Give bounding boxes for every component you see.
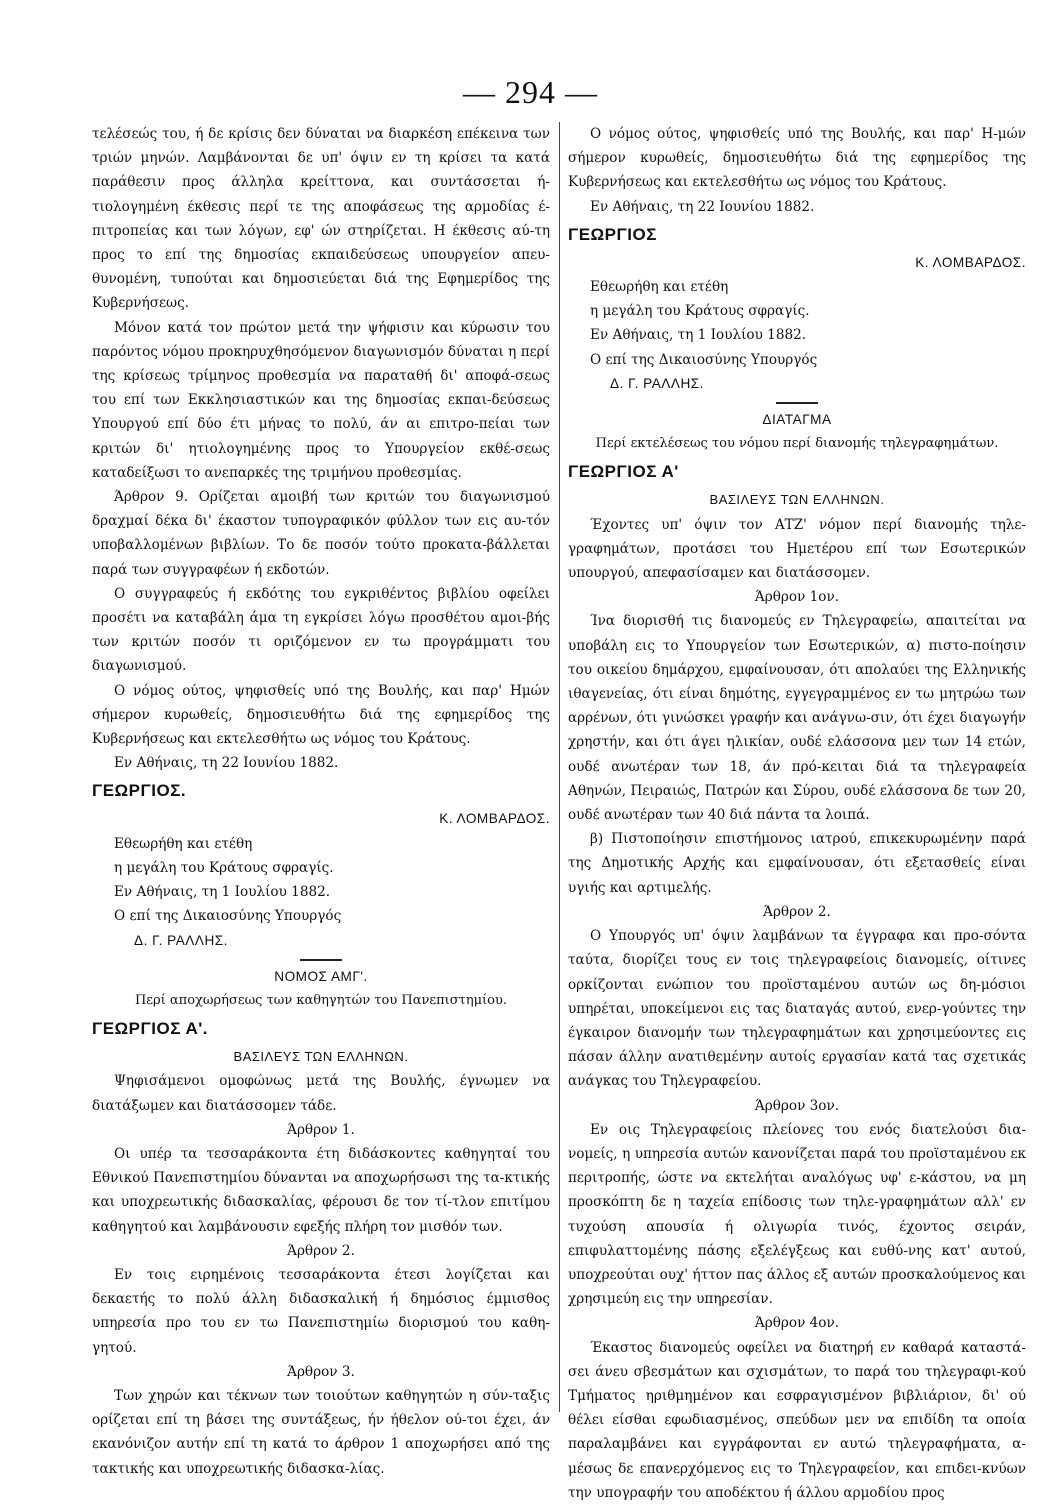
seal-note: Εθεωρήθη και ετέθη: [590, 279, 729, 296]
paragraph: τελέσεώς του, ή δε κρίσις δεν δύναται να διαρκέση επέκεινα των τριών μηνών. Λαμβάνονται δε υπ' όψιν εν τη κρίσει τα κατά παράθεσιν προς άλληλα κρείττονα, και συντάσσεται ή-τιολογημένη έκθεσις περί τε της αποφάσεως της αρμοδίας έ-πιτροπείας και των λόγων, εφ' ών στηρίζεται. Η έκθεσις αύ-τη προς το επί της δημοσίας εκπαιδεύσεως υπουργείον απευ-θυνομένη, τυπούται και δημοσιεύεται διά της Εφημερίδος της Κυβερνήσεως.: [92, 126, 550, 312]
date-line: Εν Αθήναις, τη 22 Ιουνίου 1882.: [114, 755, 339, 772]
minister-signature: Κ. ΛΟΜΒΑΡΔΟΣ.: [915, 254, 1026, 270]
preamble: Έχοντες υπ' όψιν τον ΑΤΖ' νόμον περί διανομής τηλε-γραφημάτων, προτάσει του Ημετέρου επί των Εσωτερικών υπουργού, απεφασίσαμεν και διατάσσομεν.: [568, 516, 1026, 582]
king-subheading: ΒΑΣΙΛΕΥΣ ΤΩΝ ΕΛΛΗΝΩΝ.: [233, 1049, 409, 1065]
date-line: Εν Αθήναις, τη 1 Ιουλίου 1882.: [590, 327, 807, 344]
paragraph: Των χηρών και τέκνων των τοιούτων καθηγητών η σύν-ταξις ορίζεται επί τη βάσει της συντάξεως, ήν ήθελον ού-τοι έχει, άν εκανόνιζον αυτήν επί τη κατά το άρθρον 1 αποχωρήσει από της τακτικής και υποχρεωτικής διδασκα-λίας.: [92, 1387, 550, 1477]
king-signature: ΓΕΩΡΓΙΟΣ.: [92, 781, 187, 801]
article-9-paragraph: Άρθρον 9. Ορίζεται αμοιβή των κριτών του διαγωνισμού δραχμαί δέκα δι' έκαστον τυπογραφικόν φύλλον των εις αυ-τόν υποβαλλομένων βιβλίων. Το δε ποσόν τούτο προκατα-βάλλεται παρά των συγγραφέων ή εκδοτών.: [92, 489, 550, 578]
article-heading: Άρθρον 2.: [763, 903, 831, 920]
article-heading: Άρθρον 3.: [287, 1363, 355, 1380]
paragraph: Μόνον κατά τον πρώτον μετά την ψήφισιν και κύρωσιν του παρόντος νόμου προκηρυχθησόμενον διαγωνισμόν δύναται η περί της κρίσεως τρίμηνος προθεσμία να παραταθή δι' αποφά-σεως του επί των Εκκλησιαστικών και της δημοσίας εκπαι-δεύσεως Υπουργού επί δύο έτι μήνας το πολύ, άν αι επιτρο-πείαι των κριτών δι' ητιολογημένης προς το Υπουργείον εκθέ-σεως καταδείξωσι το ανεπαρκές της τριμήνου προθεσμίας.: [92, 319, 550, 481]
enactment-clause: Ο νόμος ούτος, ψηφισθείς υπό της Βουλής, και παρ' Ημών σήμερον κυρωθείς, δημοσιευθήτω διά της εφημερίδος της Κυβερνήσεως και εκτελεσθήτω ως νόμος του Κράτους.: [92, 682, 550, 748]
enactment-clause: Ο νόμος ούτος, ψηφισθείς υπό της Βουλής, και παρ' Η-μών σήμερον κυρωθείς, δημοσιευθήτω διά της εφημερίδος της Κυβερνήσεως και εκτελεσθήτω ως νόμος του Κράτους.: [568, 126, 1026, 191]
article-heading: Άρθρον 1.: [287, 1121, 355, 1138]
paragraph: Οι υπέρ τα τεσσαράκοντα έτη διδάσκοντες καθηγηταί του Εθνικού Πανεπιστημίου δύνανται να αποχωρήσωσι της τα-κτικής και υποχρεωτικής διδασκαλίας, φέρουσι δε τον τί-τλον επιτίμου καθηγητού και λαμβάνουσιν εφεξής πλήρη τον μισθόν των.: [92, 1145, 550, 1235]
decree-title: ΔΙΑΤΑΓΜΑ: [762, 412, 832, 428]
preamble: Ψηφισάμενοι ομοφώνως μετά της Βουλής, έγνωμεν να διατάξωμεν και διατάσσομεν τάδε.: [92, 1073, 550, 1114]
divider: [776, 402, 818, 404]
seal-note: η μεγάλη του Κράτους σφραγίς.: [114, 859, 334, 876]
page-number: — 294 —: [463, 74, 598, 110]
paragraph: Ο συγγραφεύς ή εκδότης του εγκριθέντος βιβλίου οφείλει προσέτι να καταβάλη άμα τη εγκρίσει λόγω προσθέτου αμοι-βής των κριτών ποσόν τι οριζόμενον εν τω προγράμματι του διαγωνισμού.: [92, 585, 550, 675]
minister-title: Ο επί της Δικαιοσύνης Υπουργός: [590, 351, 818, 368]
king-heading: ΓΕΩΡΓΙΟΣ Α': [568, 462, 679, 482]
paragraph: Εν οις Τηλεγραφείοις πλείονες του ενός διατελούσι δια-νομείς, η υπηρεσία αυτών κανονίζεται παρά του προϊσταμένου εκ περιτροπής, ώστε να εκτελήται αναλόγως υφ' ε-κάστου, να μη προσκόπτη δε η ταχεία επίδοσις των τηλε-γραφημάτων αλλ' εν τυχούση απουσία ή ολιγωρία τινός, έχοντος σειράν, επιφυλαττομένης πάσης εξελέγξεως και ευθύ-νης κατ' αυτού, υποχρεούται ουχ' ήττον πας άλλος εξ αυτών προσκαλούμενος και χρησιμεύη εις την υπηρεσίαν.: [568, 1121, 1026, 1308]
minister-name: Δ. Γ. ΡΑΛΛΗΣ.: [134, 932, 228, 948]
date-line: Εν Αθήναις, τη 1 Ιουλίου 1882.: [114, 884, 331, 901]
paragraph: Ο Υπουργός υπ' όψιν λαμβάνων τα έγγραφα και προ-σόντα ταύτα, διορίζει τους εν τοις τηλεγραφείοις διανομείς, οίτινες ορκίζονται ενώπιον του προϊσταμένου αυτών ως δη-μόσιοι υπηρέται, υποκείμενοι εις τας διαταγάς αυτού, ενερ-γούντες την έγκαιρον διανομήν των τηλεγραφημάτων και χρησιμεύοντες εις πάσαν άλλην ανατιθεμένην αυτοίς εργασίαν κατά τας σχετικάς ανάγκας του Τηλεγραφείου.: [568, 928, 1026, 1090]
paragraph: β) Πιστοποίησιν επιστήμονος ιατρού, επικεκυρωμένην παρά της Δημοτικής Αρχής και εμφαίνουσαν, ότι εξετασθείς είναι υγιής και αρτιμελής.: [568, 831, 1026, 896]
minister-name: Δ. Γ. ΡΑΛΛΗΣ.: [610, 375, 704, 391]
seal-note: Εθεωρήθη και ετέθη: [114, 835, 253, 852]
minister-signature: Κ. ΛΟΜΒΑΡΔΟΣ.: [439, 811, 550, 827]
king-subheading: ΒΑΣΙΛΕΥΣ ΤΩΝ ΕΛΛΗΝΩΝ.: [709, 492, 885, 508]
paragraph: Εν τοις ειρημένοις τεσσαράκοντα έτεσι λογίζεται και δεκαετής το πολύ άλλη διδασκαλική ή δημόσιος έμμισθος υπηρεσία προ του εν τω Πανεπιστημίω διορισμού του καθη-γητού.: [92, 1266, 550, 1356]
left-column: [92, 122, 550, 1477]
paragraph: Έκαστος διανομεύς οφείλει να διατηρή εν καθαρά καταστά-σει άνευ σβεσμάτων και σχισμάτων, το παρά του τηλεγραφι-κού Τμήματος ηριθμημένον και εσφραγισμένον βιβλιάριον, δι' ού θέλει είσθαι εφωδιασμένος, σπεύδων μεν να επιδίδη τα οποία παραλαμβάνει και εγγράφονται εν αυτώ τηλεγραφήματα, α-μέσως δε επανερχόμενος εις το Τηλεγραφείον, και επιδει-κνύων την υπογραφήν του αποδέκτου ή άλλου αρμοδίου προς: [568, 1339, 1026, 1501]
article-heading: Άρθρον 1ον.: [754, 589, 840, 606]
divider: [300, 959, 342, 961]
king-signature: ΓΕΩΡΓΙΟΣ: [568, 224, 657, 244]
king-heading: ΓΕΩΡΓΙΟΣ Α'.: [92, 1019, 209, 1039]
article-heading: Άρθρον 3ον.: [754, 1097, 840, 1114]
date-line: Εν Αθήναις, τη 22 Ιουνίου 1882.: [590, 198, 815, 215]
article-heading: Άρθρον 4ον.: [754, 1315, 840, 1332]
article-heading: Άρθρον 2.: [287, 1242, 355, 1259]
minister-title: Ο επί της Δικαιοσύνης Υπουργός: [114, 908, 342, 925]
right-column: [568, 122, 1026, 1501]
decree-subject: Περί εκτελέσεως του νόμου περί διανομής τηλεγραφημάτων.: [595, 436, 999, 452]
column-divider: [559, 122, 560, 1412]
paragraph: Ίνα διορισθή τις διανομεύς εν Τηλεγραφείω, απαιτείται να υποβάλη εις το Υπουργείον των Εσωτερικών, α) πιστο-ποίησιν του οικείου δημάρχου, εμφαίνουσαν, ότι απολαύει της Ελληνικής ιθαγενείας, ότι είναι δημότης, εγγεγραμμένος εν τω μητρώω των αρρένων, ότι γινώσκει γραφήν και ανάγνω-σιν, ότι έχει διαγωγήν χρηστήν, και ότι άγει ηλικίαν, ουδέ ελάσσονα μεν των 14 ετών, ουδέ ανωτέραν των 18, άν πρό-κειται διά τα τηλεγραφεία Αθηνών, Πειραιώς, Πατρών και Σύρου, ουδέ ελάσσονα δε των 20, ουδέ ανωτέραν των 40 διά πάντα τα λοιπά.: [568, 613, 1026, 824]
law-title: ΝΟΜΟΣ ΑΜΓ'.: [274, 968, 368, 984]
seal-note: η μεγάλη του Κράτους σφραγίς.: [590, 303, 810, 320]
law-subject: Περί αποχωρήσεως των καθηγητών του Πανεπιστημίου.: [134, 992, 508, 1008]
